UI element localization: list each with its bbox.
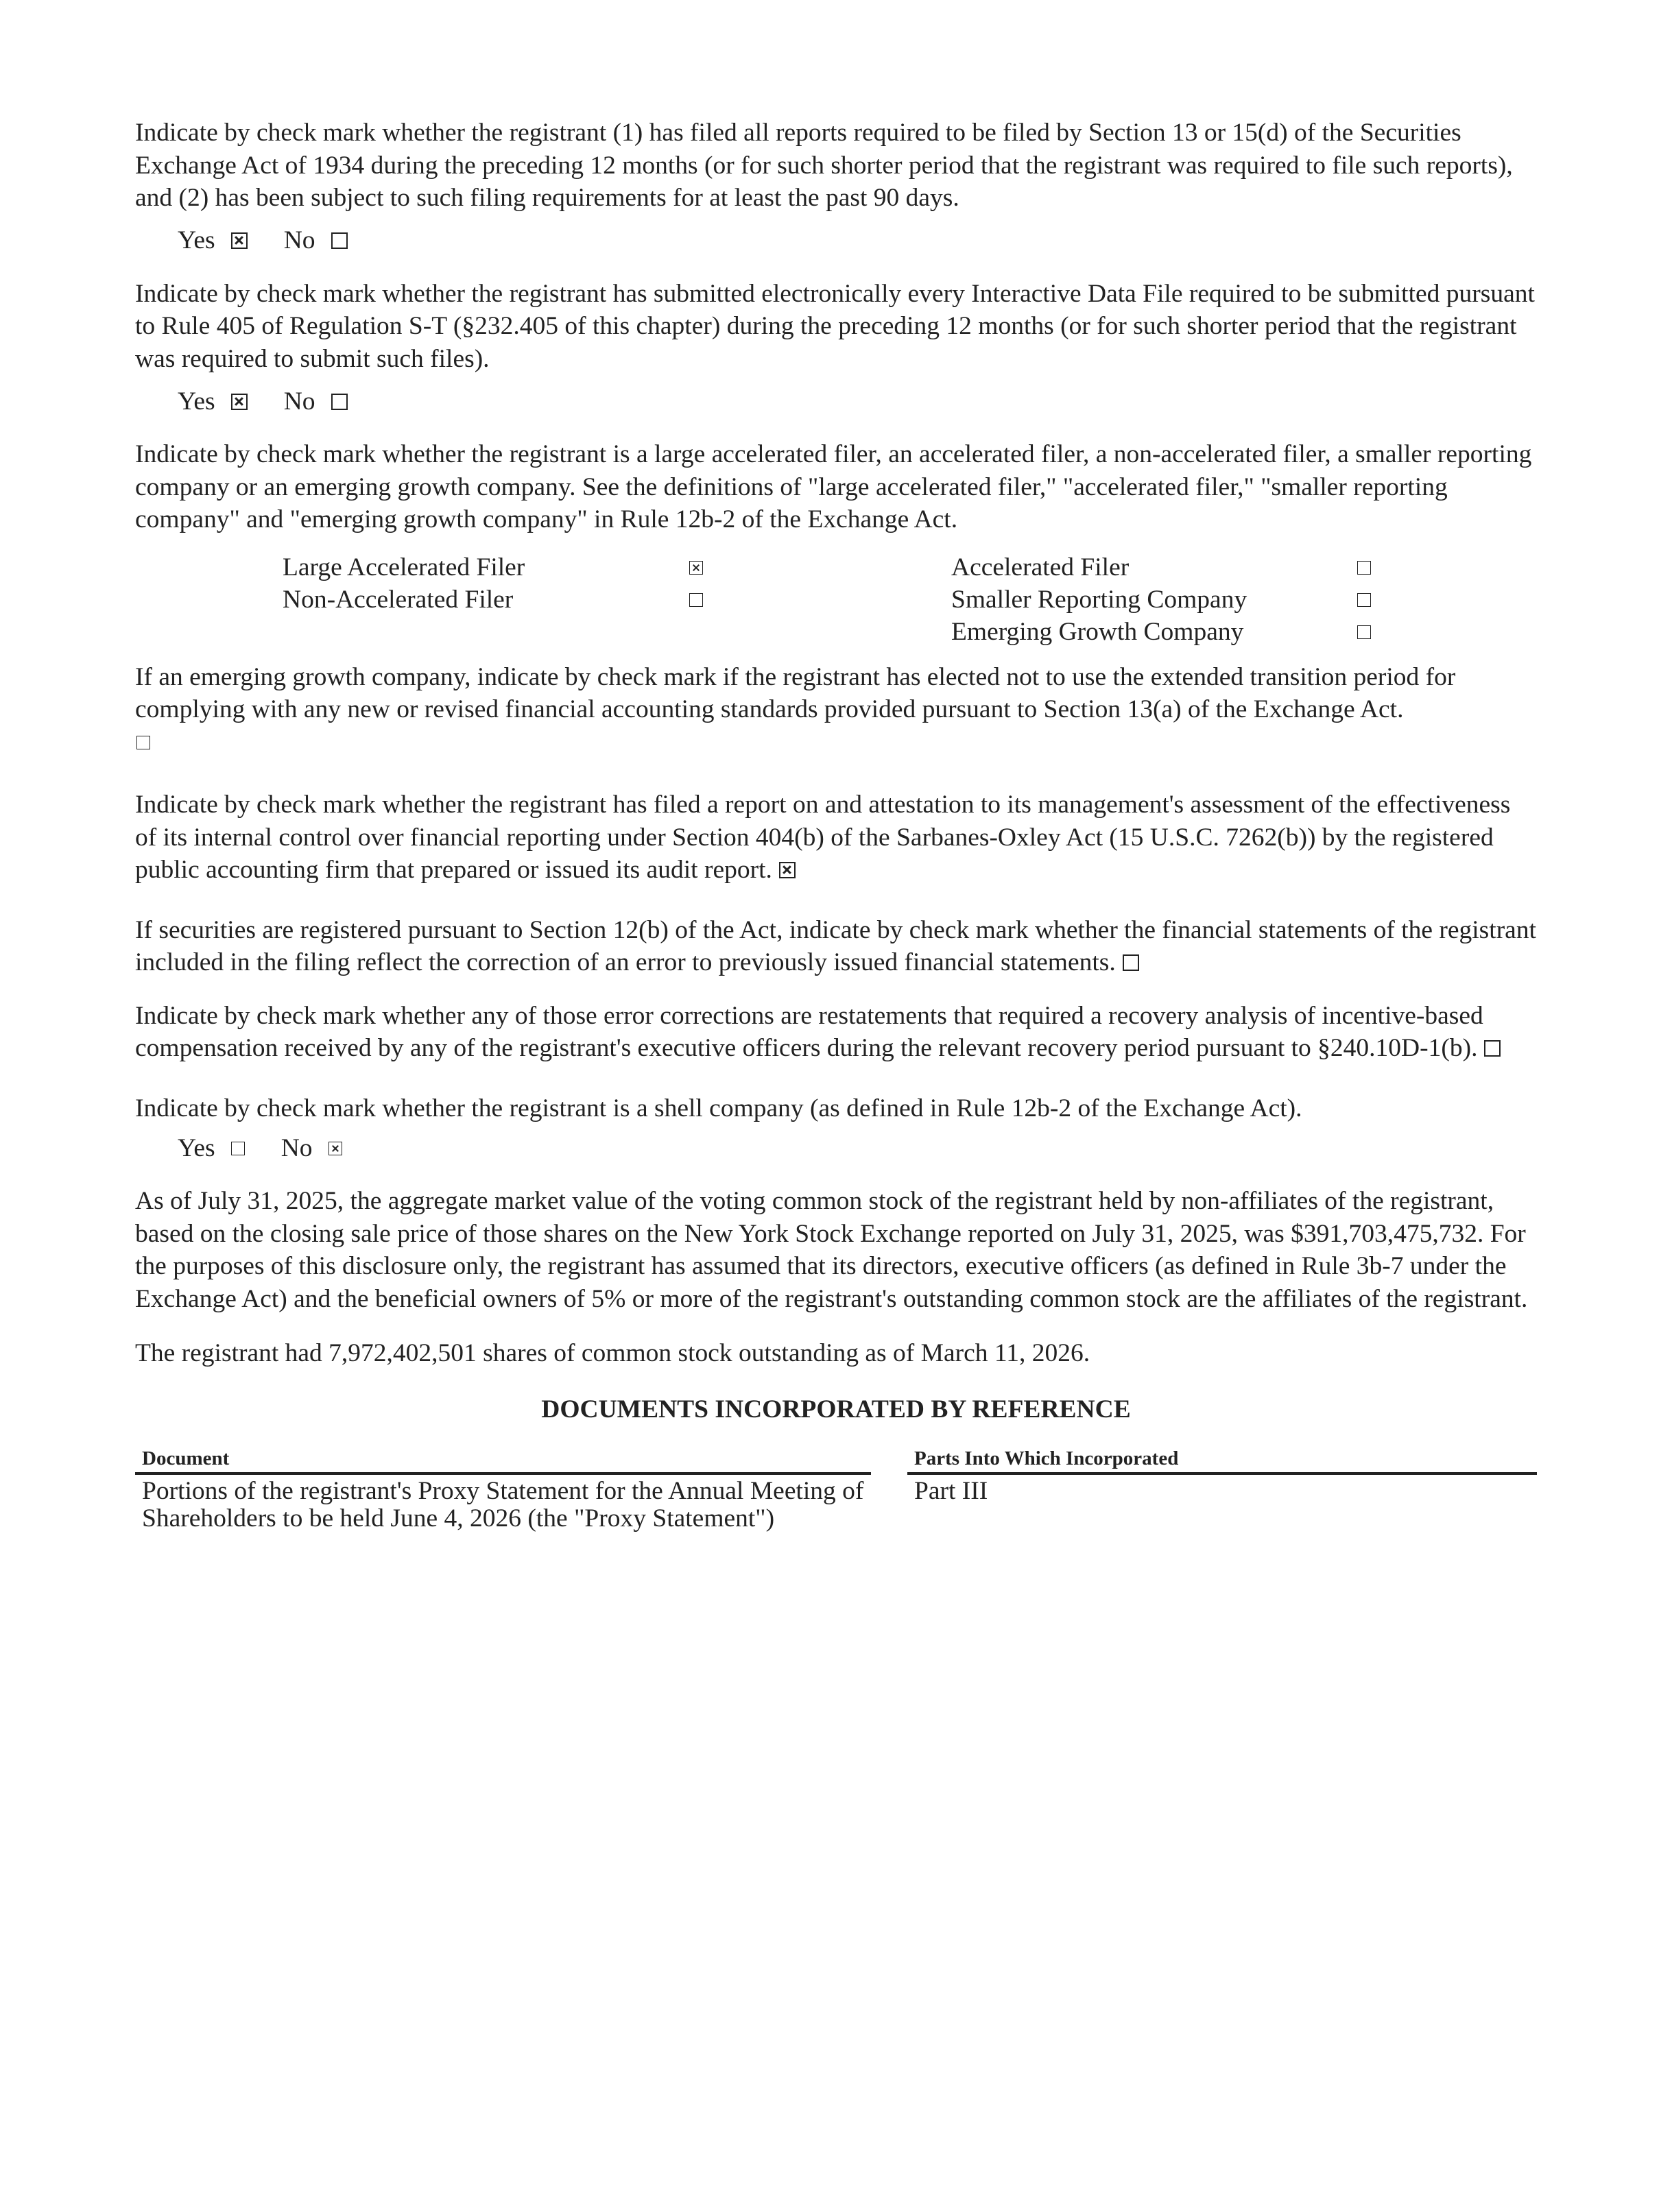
parts-column-header: Parts Into Which Incorporated — [907, 1446, 1537, 1475]
filer-type-question: Indicate by check mark whether the registrant is a large accelerated filer, an accelerated filer, a non-accelerated filer, a smaller reporting company or an emerging growth company. See the definitions of "large accelerated filer," "accelerated filer," "smaller reporting company" and "emerging growth company" in Rule 12b-2 of the Exchange Act. — [135, 440, 1532, 534]
reports-filed-question: Indicate by check mark whether the registrant (1) has filed all reports required to be filed by Section 13 or 15(d) of the Securities Exchange Act of 1934 during the preceding 12 months (or for such shorter period that the registrant was required to file such reports), and (2) has been subject to such filing requirements for at least the past 90 days. — [135, 119, 1513, 212]
error-correction-text: If securities are registered pursuant to Section 12(b) of the Act, indicate by check mark whether the financial statements of the registrant included in the filing reflect the correction of an error to previously issued financial statements. — [135, 915, 1536, 977]
reports-filed-no-checkbox[interactable] — [331, 232, 348, 249]
reports-filed-yes-checkbox[interactable] — [231, 232, 248, 249]
large-accelerated-filer-label: Large Accelerated Filer — [283, 553, 525, 581]
emerging-growth-company-checkbox[interactable] — [1357, 625, 1371, 639]
yes-label: Yes — [178, 226, 215, 255]
no-label: No — [283, 387, 315, 416]
internal-control-question — [135, 789, 1537, 887]
shell-company-no-checkbox[interactable] — [329, 1142, 342, 1155]
documents-heading: DOCUMENTS INCORPORATED BY REFERENCE — [541, 1395, 1131, 1423]
no-label: No — [280, 1133, 313, 1162]
accelerated-filer-label: Accelerated Filer — [951, 553, 1130, 581]
recovery-analysis-text: Indicate by check mark whether any of those error corrections are restatements that required a recovery analysis of incentive-based compensation received by any of the registrant's executive officers during the relevant recovery period pursuant to §240.10D-1(b). — [135, 1001, 1483, 1063]
large-accelerated-filer-checkbox[interactable] — [689, 561, 703, 575]
no-label: No — [283, 226, 315, 255]
document-column — [135, 1446, 871, 1532]
documents-table — [135, 1446, 1537, 1570]
smaller-reporting-company-label: Smaller Reporting Company — [951, 585, 1247, 614]
interactive-data-answer — [178, 383, 1537, 418]
yes-label: Yes — [178, 1133, 215, 1162]
interactive-data-no-checkbox[interactable] — [331, 394, 348, 410]
emerging-growth-company-label: Emerging Growth Company — [951, 617, 1244, 646]
interactive-data-yes-checkbox[interactable] — [231, 394, 248, 410]
error-correction-question — [135, 914, 1537, 979]
shell-company-yes-checkbox[interactable] — [231, 1142, 245, 1155]
non-accelerated-filer-label: Non-Accelerated Filer — [283, 585, 514, 614]
shares-outstanding-statement: The registrant had 7,972,402,501 shares of common stock outstanding as of March 11, 2026. — [135, 1339, 1090, 1368]
document-cell: Portions of the registrant's Proxy Statement for the Annual Meeting of Shareholders to be held June 4, 2026 (the "Proxy Statement") — [142, 1477, 864, 1533]
yes-label: Yes — [178, 387, 215, 416]
accelerated-filer-checkbox[interactable] — [1357, 561, 1371, 575]
internal-control-text: Indicate by check mark whether the registrant has filed a report on and attestation to its management's assessment of the effectiveness of its internal control over financial reporting under Section 404(b) of the Sarbanes-Oxley Act (15 U.S.C. 7262(b)) by the registered public accounting firm that prepared or issued its audit report. — [135, 791, 1511, 885]
extended-transition-question: If an emerging growth company, indicate by check mark if the registrant has elected not to use the extended transition period for complying with any new or revised financial accounting standards provided pursuant to Section 13(a) of the Exchange Act. — [135, 662, 1456, 724]
parts-cell: Part III — [914, 1477, 988, 1506]
interactive-data-question: Indicate by check mark whether the registrant has submitted electronically every Interactive Data File required to be submitted pursuant to Rule 405 of Regulation S-T (§232.405 of this chapter) during the preceding 12 months (or for such shorter period that the registrant was required to submit such files). — [135, 279, 1535, 373]
error-correction-checkbox[interactable] — [1123, 954, 1139, 971]
parts-column — [907, 1446, 1537, 1505]
internal-control-checkbox[interactable] — [779, 862, 796, 878]
extended-transition-answer — [135, 726, 1537, 759]
reports-filed-answer — [178, 223, 1537, 257]
filer-status-grid — [135, 551, 1537, 649]
document-column-header: Document — [135, 1446, 871, 1475]
recovery-analysis-question — [135, 1000, 1537, 1065]
recovery-analysis-checkbox[interactable] — [1484, 1040, 1501, 1057]
extended-transition-checkbox[interactable] — [136, 736, 150, 749]
market-value-statement: As of July 31, 2025, the aggregate market value of the voting common stock of the registrant held by non-affiliates of the registrant, based on the closing sale price of those shares on the New York Stock Exchange reported on July 31, 2025, was $391,703,475,732. For the purposes of this disclosure only, the registrant has assumed that its directors, executive officers (as defined in Rule 3b-7 under the Exchange Act) and the beneficial owners of 5% or more of the registrant's outstanding common stock are the affiliates of the registrant. — [135, 1187, 1528, 1313]
shell-company-answer — [178, 1130, 1537, 1164]
non-accelerated-filer-checkbox[interactable] — [689, 593, 703, 607]
smaller-reporting-company-checkbox[interactable] — [1357, 593, 1371, 607]
shell-company-question: Indicate by check mark whether the registrant is a shell company (as defined in Rule 12b-2 of the Exchange Act). — [135, 1094, 1302, 1122]
form-page — [135, 117, 1537, 1570]
